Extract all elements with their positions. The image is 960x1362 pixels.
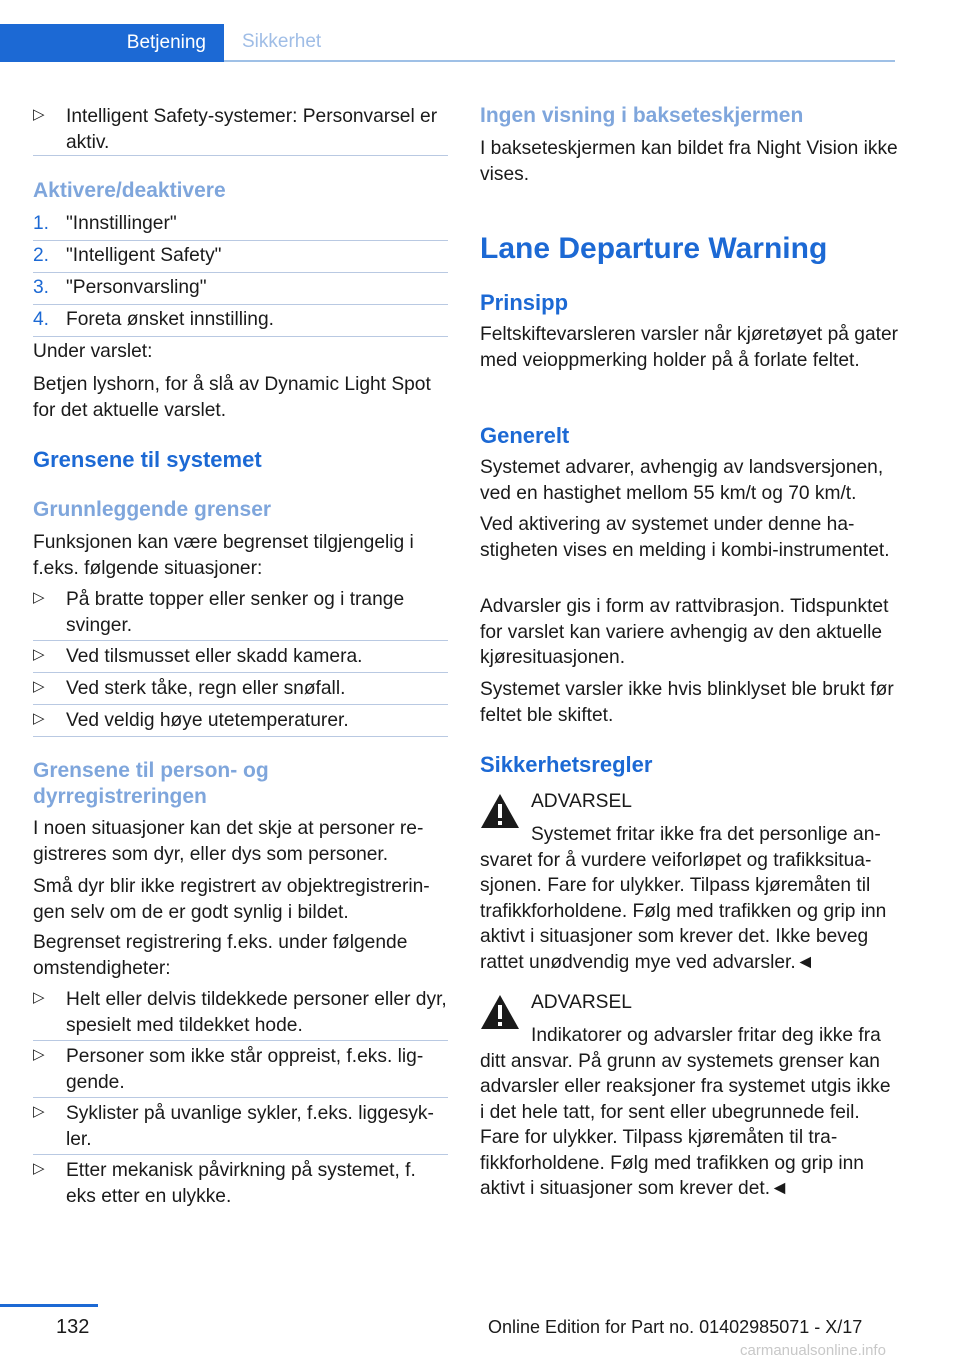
section-heading-safety: Sikkerhetsregler bbox=[480, 752, 653, 777]
section-heading-limits: Grensene til systemet bbox=[33, 447, 262, 472]
page-number: 132 bbox=[56, 1316, 90, 1338]
warning-title: ADVARSEL bbox=[531, 791, 632, 812]
bullet-text: Ved tilsmusset eller skadd kamera. bbox=[66, 646, 363, 667]
tab-sikkerhet[interactable]: Sikkerhet bbox=[242, 31, 322, 52]
paragraph: I noen situasjoner kan det skje at personer registreres som dyr, eller dys som personer. bbox=[33, 818, 424, 865]
triangle-bullet-icon: ▷ bbox=[33, 1103, 45, 1120]
list-item bbox=[33, 1158, 448, 1209]
bullet-text: Intelligent Safety-systemer: Personvarsel er aktiv. bbox=[66, 106, 438, 153]
divider bbox=[33, 672, 448, 673]
step-item bbox=[33, 307, 448, 333]
step-text: Foreta ønsket innstilling. bbox=[66, 309, 274, 330]
step-text: "Intelligent Safety" bbox=[66, 245, 222, 266]
section-heading-detection: Grensene til person- og dyrregistreringen bbox=[33, 759, 269, 808]
bullet-text: Ved sterk tåke, regn eller snøfall. bbox=[66, 678, 346, 699]
triangle-bullet-icon: ▷ bbox=[33, 646, 45, 663]
divider bbox=[33, 704, 448, 705]
divider bbox=[33, 155, 448, 156]
triangle-bullet-icon: ▷ bbox=[33, 1046, 45, 1063]
paragraph: I bakseteskjermen kan bildet fra Night Vision ikke vises. bbox=[480, 138, 898, 185]
paragraph: Feltskiftevarsleren varsler når kjøretøyet på gater med veioppmerking holder på å forlate feltet. bbox=[480, 324, 899, 371]
paragraph: Advarsler gis i form av rattvibrasjon. Tidspunktet for varslet kan variere avhengig av den aktuelle kjøresituasjonen. bbox=[480, 596, 889, 668]
bullet-text: Ved veldig høye utetemperaturer. bbox=[66, 710, 349, 731]
bullet-text: På bratte topper eller senker og i trange svinger. bbox=[66, 589, 405, 636]
bullet-text: Syklister på uvanlige sykler, f.eks. liggesykler. bbox=[66, 1103, 434, 1150]
tab-betjening[interactable]: Betjening bbox=[0, 24, 224, 62]
bullet-text: Personer som ikke står oppreist, f.eks. liggende. bbox=[66, 1046, 424, 1093]
triangle-bullet-icon: ▷ bbox=[33, 1160, 45, 1177]
paragraph: Små dyr blir ikke registrert av objektregistreringen selv om de er godt synlig i bildet. bbox=[33, 876, 430, 923]
list-item bbox=[33, 587, 448, 638]
step-item bbox=[33, 211, 448, 237]
divider bbox=[33, 1154, 448, 1155]
list-item bbox=[33, 708, 448, 734]
triangle-bullet-icon: ▷ bbox=[33, 989, 45, 1006]
triangle-bullet-icon: ▷ bbox=[33, 678, 45, 695]
paragraph: Ved aktivering av systemet under denne hastigheten vises en melding i kombi-instrumentet. bbox=[480, 514, 890, 561]
list-item bbox=[33, 104, 448, 155]
bullet-text: Helt eller delvis tildekkede personer eller dyr, spesielt med tildekket hode. bbox=[66, 989, 447, 1036]
page-header bbox=[0, 24, 895, 62]
paragraph: Betjen lyshorn, for å slå av Dynamic Light Spot for det aktuelle varslet. bbox=[33, 374, 431, 421]
bullet-text: Etter mekanisk påvirkning på systemet, f. eks etter en ulykke. bbox=[66, 1160, 416, 1207]
step-number: 1. bbox=[33, 213, 50, 234]
warning-text: Indikatorer og advarsler fritar deg ikke fra ditt ansvar. På grunn av systemets grenser kan advarsler eller reaksjoner fra systemet utgis ikke i det hele tatt, for sent eller ubegrunnede feil. Fare for ulykker. Tilpass kjøremåten til trafikkforholdene. Følg med trafikken og grip inn aktivt i situasjoner som krever det.◄ bbox=[480, 1025, 891, 1199]
paragraph: Systemet varsler ikke hvis blinklyset ble brukt før feltet ble skiftet. bbox=[480, 679, 894, 726]
watermark: carmanualsonline.info bbox=[740, 1342, 886, 1359]
triangle-bullet-icon: ▷ bbox=[33, 710, 45, 727]
section-heading-principle: Prinsipp bbox=[480, 290, 569, 315]
section-heading-basic-limits: Grunnleggende grenser bbox=[33, 498, 272, 521]
paragraph: Under varslet: bbox=[33, 341, 153, 362]
divider bbox=[33, 1040, 448, 1041]
divider bbox=[33, 272, 448, 273]
paragraph: Funksjonen kan være begrenset tilgjengelig i f.eks. følgende situasjoner: bbox=[33, 532, 414, 579]
list-item bbox=[33, 676, 448, 702]
section-heading-no-display: Ingen visning i bakseteskjermen bbox=[480, 104, 804, 127]
footer-accent-bar bbox=[0, 1304, 98, 1307]
warning-text: Systemet fritar ikke fra det personlige ansvaret for å vurdere veiforløpet og trafikksituasjonen. Fare for ulykker. Tilpass kjøremåten til trafikkforholdene. Følg med trafikken og grip inn aktivt i situasjoner som krever det. Ikke beveg rattet unødvendig mye ved advarsler.◄ bbox=[480, 824, 887, 973]
warning-title: ADVARSEL bbox=[531, 992, 632, 1013]
divider bbox=[33, 240, 448, 241]
step-number: 4. bbox=[33, 309, 50, 330]
step-number: 3. bbox=[33, 277, 50, 298]
edition-text: Online Edition for Part no. 01402985071 - X/17 bbox=[488, 1317, 863, 1337]
section-heading-activate: Aktivere/deaktivere bbox=[33, 179, 226, 202]
list-item bbox=[33, 644, 448, 670]
divider bbox=[33, 336, 448, 337]
list-item bbox=[33, 1101, 448, 1152]
paragraph: Systemet advarer, avhengig av landsversjonen, ved en hastighet mellom 55 km/t og 70 km/t. bbox=[480, 457, 884, 504]
paragraph: Begrenset registrering f.eks. under følgende omstendigheter: bbox=[33, 932, 408, 979]
divider bbox=[33, 640, 448, 641]
step-item bbox=[33, 275, 448, 301]
divider bbox=[33, 736, 448, 737]
section-heading-general: Generelt bbox=[480, 423, 570, 448]
section-title-ldw: Lane Departure Warning bbox=[480, 232, 828, 265]
list-item bbox=[33, 1044, 448, 1095]
divider bbox=[33, 304, 448, 305]
divider bbox=[33, 1097, 448, 1098]
step-text: "Personvarsling" bbox=[66, 277, 207, 298]
step-text: "Innstillinger" bbox=[66, 213, 177, 234]
triangle-bullet-icon: ▷ bbox=[33, 589, 45, 606]
step-item bbox=[33, 243, 448, 269]
triangle-bullet-icon: ▷ bbox=[33, 106, 45, 123]
step-number: 2. bbox=[33, 245, 50, 266]
list-item bbox=[33, 987, 448, 1038]
